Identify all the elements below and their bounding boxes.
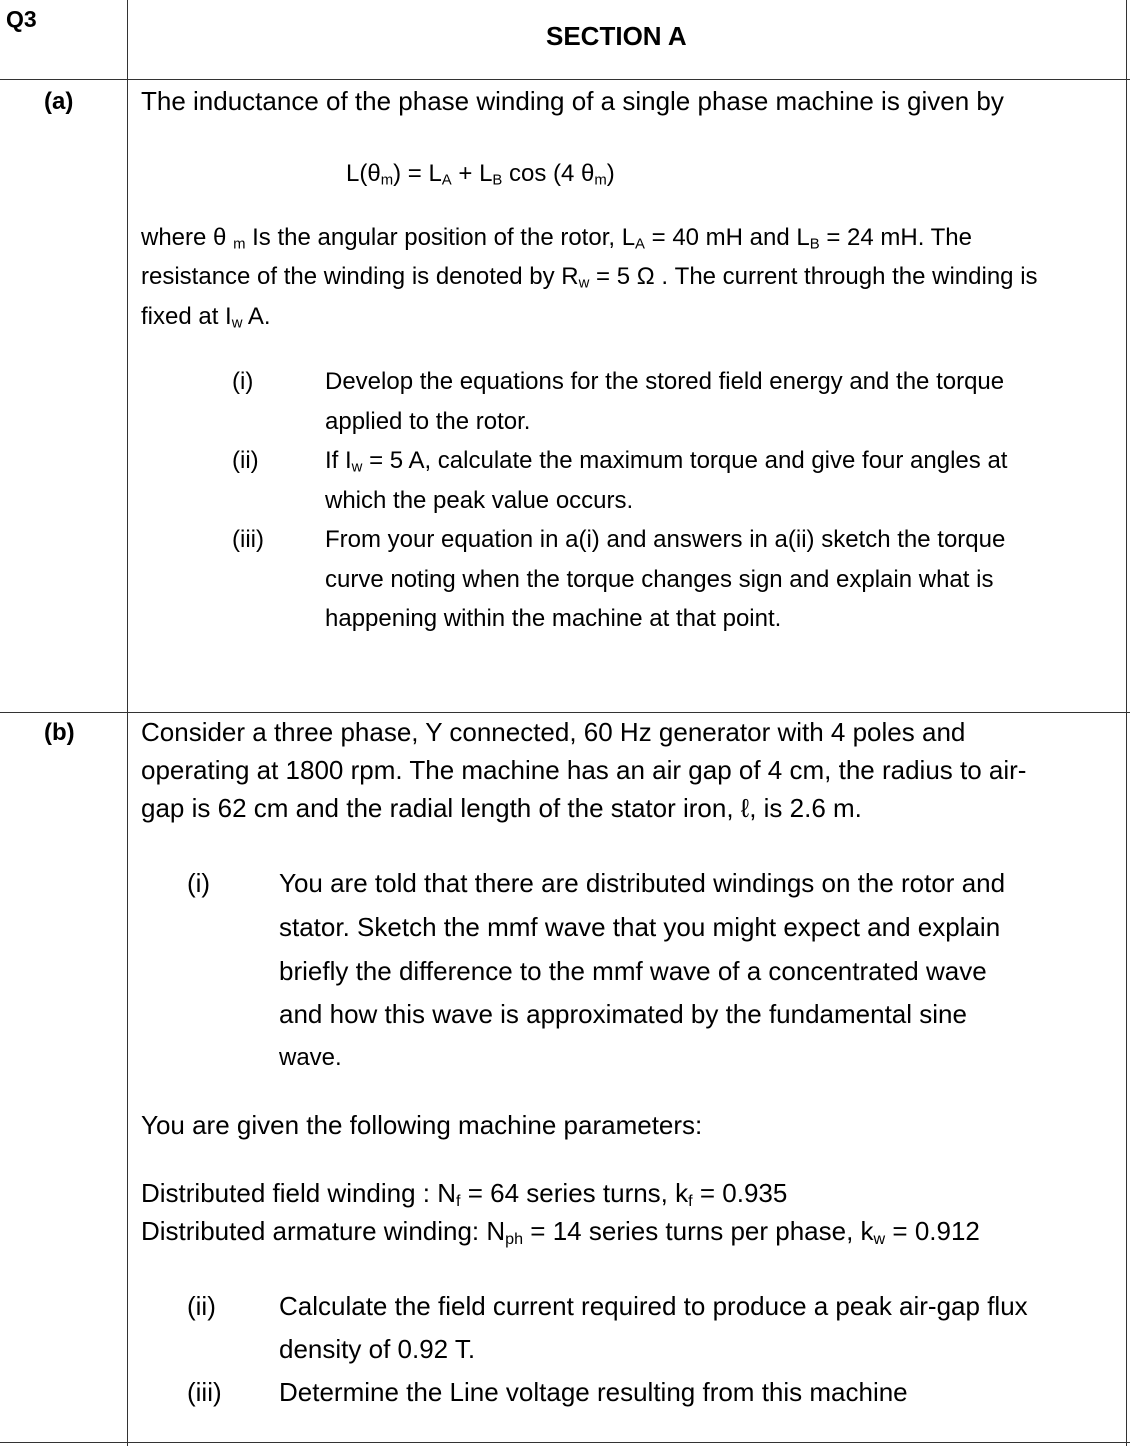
subquestion-text: wave. (279, 1044, 342, 1071)
subquestion-text: curve noting when the torque changes sign and explain what is (325, 566, 994, 593)
subquestion-number: (ii) (187, 1291, 216, 1321)
section-title: SECTION A (546, 21, 687, 51)
part-b-intro-line: gap is 62 cm and the radial length of the stator iron, ℓ, is 2.6 m. (141, 793, 862, 823)
field-winding-parameters: Distributed field winding : $N_f = 64$ series turns, $k_f = 0.935$ (141, 1178, 788, 1211)
part-b-intro-line: Consider a three phase, Y connected, 60 Hz generator with 4 poles and (141, 717, 966, 747)
subquestion-text: applied to the rotor. (325, 408, 531, 435)
table-bottom-border (0, 1442, 1130, 1443)
header-row-divider (0, 79, 1130, 80)
subquestion-text: From your equation in a(i) and answers in a(ii) sketch the torque (325, 526, 1006, 553)
part-b-intro-line: operating at 1800 rpm. The machine has an air gap of 4 cm, the radius to air- (141, 755, 1027, 785)
subquestion-number: (iii) (232, 526, 264, 553)
subquestion-text: and how this wave is approximated by the fundamental sine (279, 999, 967, 1029)
inductance-equation: $L(\theta_m) = L_A + L_B$ cos (4 $\theta_m$) (346, 160, 615, 189)
armature-winding-parameters: Distributed armature winding: $N_{ph} = 14$ series turns per phase, $k_w = 0.912$ (141, 1216, 980, 1249)
subquestion-number: (i) (232, 368, 254, 395)
subquestion-text: which the peak value occurs. (325, 487, 634, 514)
subquestion-text: stator. Sketch the mmf wave that you might expect and explain (279, 912, 1001, 942)
part-a-row-divider (0, 712, 1130, 713)
subquestion-text: briefly the difference to the mmf wave of a concentrated wave (279, 956, 987, 986)
subquestion-text: density of 0.92 T. (279, 1334, 476, 1364)
subquestion-number: (i) (187, 868, 211, 898)
part-a-description-line: fixed at $I_w$ A. (141, 303, 271, 332)
subquestion-text: You are told that there are distributed windings on the rotor and (279, 868, 1006, 898)
part-a-intro: The inductance of the phase winding of a single phase machine is given by (141, 86, 1004, 116)
part-a-description-line: resistance of the winding is denoted by $R_w = 5$ Ω . The current through the winding is (141, 263, 1038, 292)
given-parameters-intro: You are given the following machine parameters: (141, 1110, 703, 1140)
subquestion-number: (ii) (232, 447, 259, 474)
part-a-description-line: where θ $_m$ Is the angular position of the rotor, $L_A = 40$ mH and $L_B = 24$ mH. The (141, 224, 972, 253)
part-b-label: (b) (44, 719, 75, 746)
question-number: Q3 (6, 6, 37, 32)
part-a-label: (a) (44, 88, 74, 115)
table-left-border (127, 0, 128, 1446)
table-right-border (1126, 0, 1127, 1446)
subquestion-text: happening within the machine at that point. (325, 605, 782, 632)
subquestion-text: If $I_w = 5$ A, calculate the maximum torque and give four angles at (325, 447, 1008, 476)
subquestion-number: (iii) (187, 1377, 222, 1407)
subquestion-text: Calculate the field current required to produce a peak air-gap flux (279, 1291, 1028, 1321)
subquestion-text: Develop the equations for the stored field energy and the torque (325, 368, 1005, 395)
subquestion-text: Determine the Line voltage resulting from this machine (279, 1377, 908, 1407)
